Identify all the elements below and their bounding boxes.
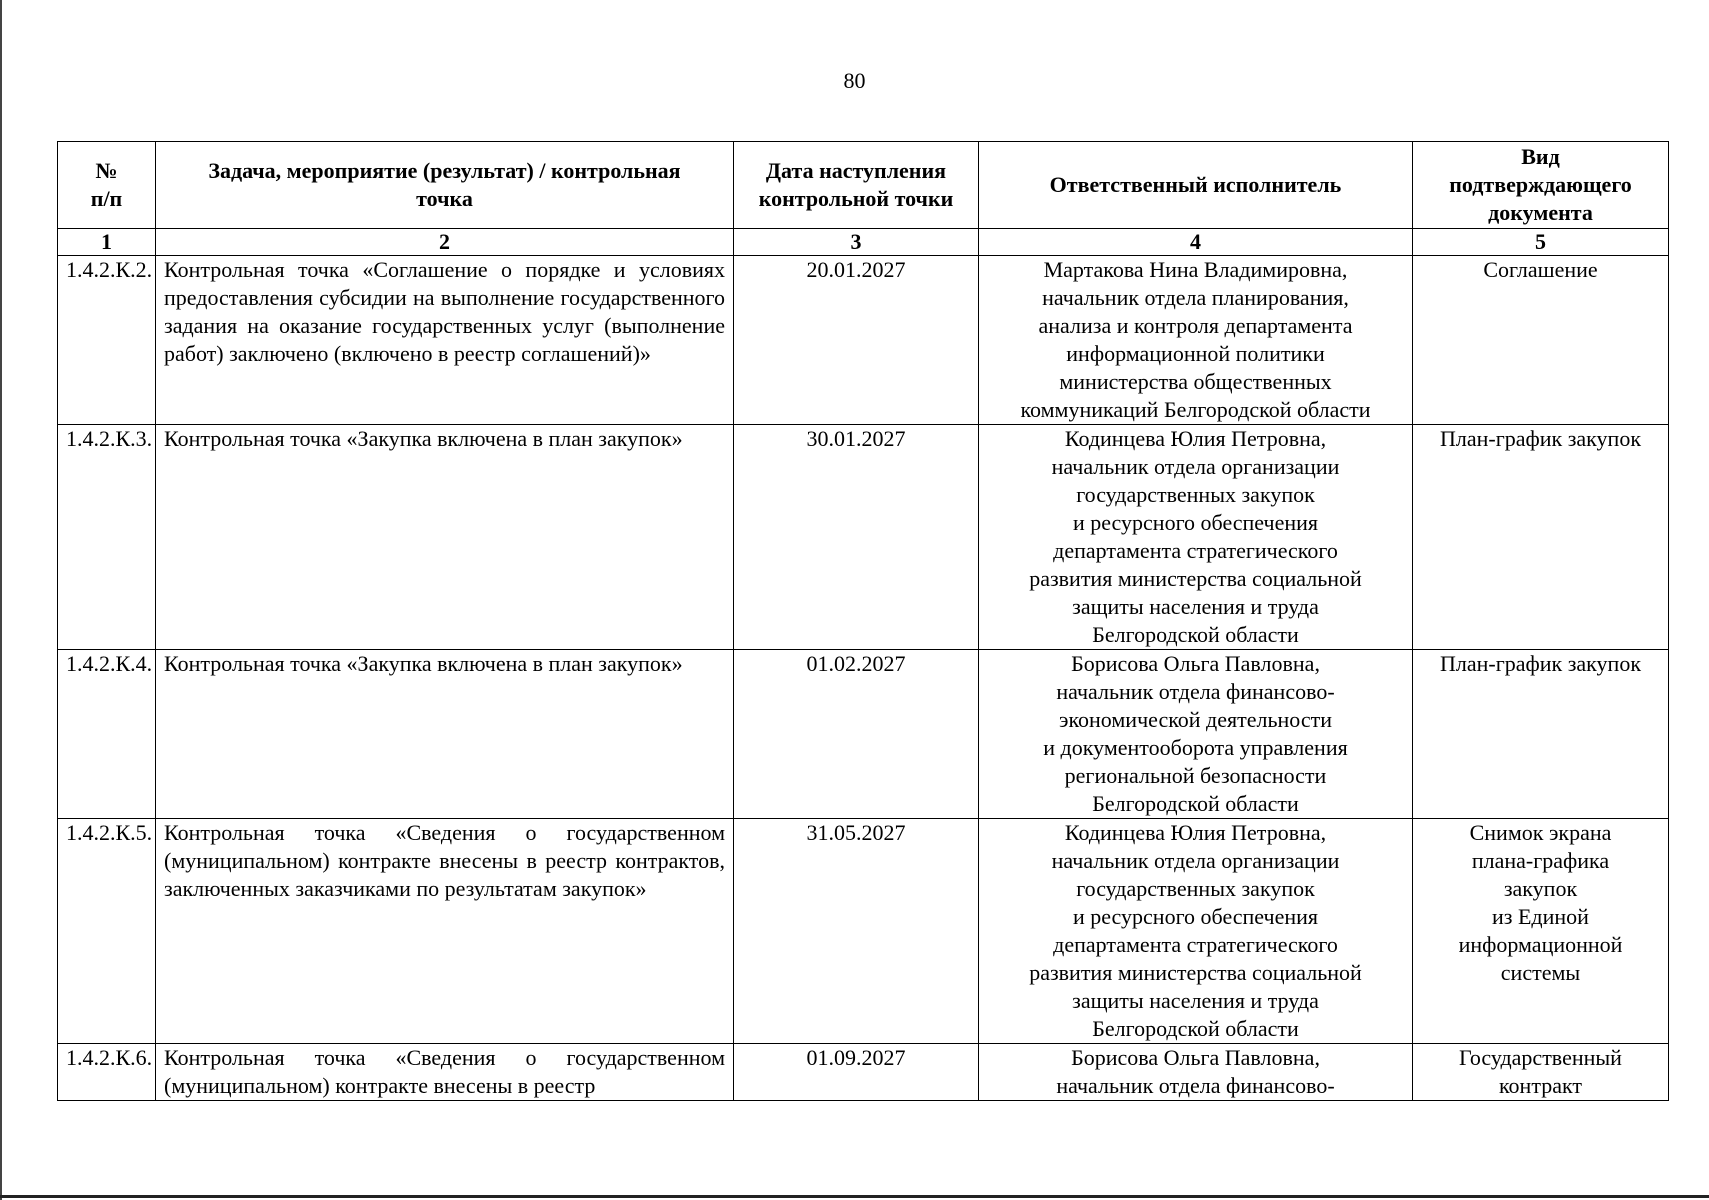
row-executor: Кодинцева Юлия Петровна, начальник отдела организации государственных закупок и ресурсного обеспечения департамента стратегического развития министерства социальной защиты населения и труда Белгородской области [979, 819, 1413, 1044]
row-document: Снимок экрана плана-графика закупок из Единой информационной системы [1413, 819, 1669, 1044]
row-date: 30.01.2027 [734, 425, 979, 650]
row-id: 1.4.2.К.2. [58, 256, 156, 425]
column-number: 2 [156, 229, 734, 256]
table-row [58, 425, 1669, 650]
row-task: Контрольная точка «Соглашение о порядке и условиях предоставления субсидии на выполнение государственного задания на оказание государственных услуг (выполнение работ) заключено (включено в реестр соглашений)» [156, 256, 734, 425]
row-id: 1.4.2.К.3. [58, 425, 156, 650]
scan-bottom-edge [0, 1195, 1709, 1198]
row-task: Контрольная точка «Сведения о государственном (муниципальном) контракте внесены в реестр контрактов, заключенных заказчиками по результатам закупок» [156, 819, 734, 1044]
control-points-table [57, 141, 1669, 1101]
row-task: Контрольная точка «Закупка включена в план закупок» [156, 650, 734, 819]
row-id: 1.4.2.К.5. [58, 819, 156, 1044]
row-task: Контрольная точка «Закупка включена в план закупок» [156, 425, 734, 650]
header-task: Задача, мероприятие (результат) / контрольная точка [156, 142, 734, 229]
page-number: 80 [843, 68, 866, 93]
table-row [58, 256, 1669, 425]
row-executor: Борисова Ольга Павловна, начальник отдела финансово- [979, 1044, 1413, 1101]
header-executor: Ответственный исполнитель [979, 142, 1413, 229]
row-date: 01.02.2027 [734, 650, 979, 819]
scan-left-edge [0, 0, 2, 1200]
row-id: 1.4.2.К.4. [58, 650, 156, 819]
header-number: № п/п [58, 142, 156, 229]
table-row [58, 650, 1669, 819]
row-id: 1.4.2.К.6. [58, 1044, 156, 1101]
header-document: Вид подтверждающего документа [1413, 142, 1669, 229]
row-executor: Мартакова Нина Владимировна, начальник отдела планирования, анализа и контроля департамента информационной политики министерства общественных коммуникаций Белгородской области [979, 256, 1413, 425]
row-document: Соглашение [1413, 256, 1669, 425]
row-executor: Борисова Ольга Павловна, начальник отдела финансово- экономической деятельности и документооборота управления региональной безопасности Белгородской области [979, 650, 1413, 819]
row-date: 31.05.2027 [734, 819, 979, 1044]
column-number: 5 [1413, 229, 1669, 256]
row-date: 20.01.2027 [734, 256, 979, 425]
column-number: 1 [58, 229, 156, 256]
table-row [58, 819, 1669, 1044]
column-number: 3 [734, 229, 979, 256]
header-date: Дата наступления контрольной точки [734, 142, 979, 229]
row-date: 01.09.2027 [734, 1044, 979, 1101]
row-document: План-график закупок [1413, 650, 1669, 819]
row-document: Государственный контракт [1413, 1044, 1669, 1101]
row-document: План-график закупок [1413, 425, 1669, 650]
row-task: Контрольная точка «Сведения о государственном (муниципальном) контракте внесены в реестр [156, 1044, 734, 1101]
column-number-row [58, 229, 1669, 256]
table-row [58, 1044, 1669, 1101]
column-number: 4 [979, 229, 1413, 256]
table-header-row [58, 142, 1669, 229]
row-executor: Кодинцева Юлия Петровна, начальник отдела организации государственных закупок и ресурсного обеспечения департамента стратегического развития министерства социальной защиты населения и труда Белгородской области [979, 425, 1413, 650]
